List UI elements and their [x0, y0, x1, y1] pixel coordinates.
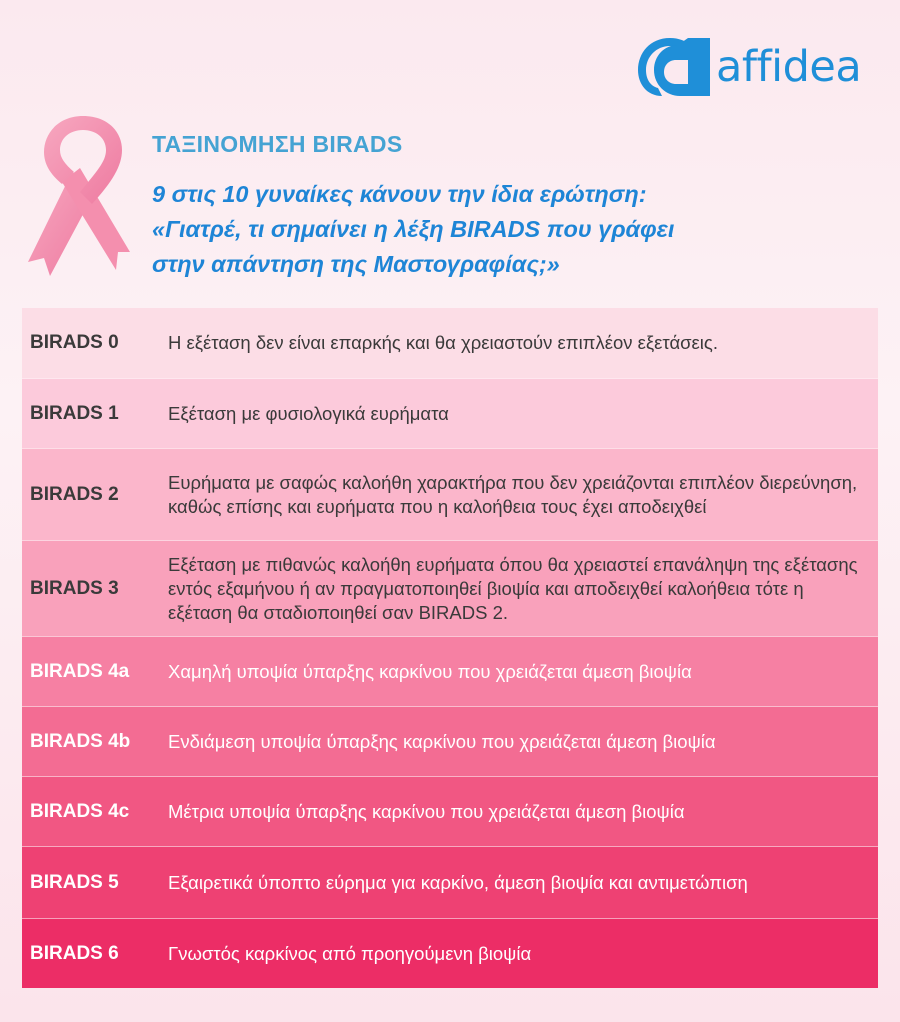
birads-label: BIRADS 3: [30, 577, 119, 599]
birads-label: BIRADS 6: [30, 942, 119, 964]
birads-row-5: [22, 846, 878, 918]
birads-description: Γνωστός καρκίνος από προηγούμενη βιοψία: [168, 942, 532, 964]
awareness-ribbon-icon: [20, 112, 146, 284]
birads-description: Μέτρια υποψία ύπαρξης καρκίνου που χρειάζεται άμεση βιοψία: [168, 800, 685, 822]
birads-label: BIRADS 4c: [30, 800, 130, 822]
birads-description: Ενδιάμεση υποψία ύπαρξης καρκίνου που χρειάζεται άμεση βιοψία: [168, 730, 716, 752]
birads-label: BIRADS 4a: [30, 660, 130, 682]
birads-row-1: [22, 378, 878, 448]
header-kicker: ΤΑΞΙΝΟΜΗΣΗ BIRADS: [152, 131, 403, 157]
affidea-logo: [636, 36, 886, 100]
question-line: 9 στις 10 γυναίκες κάνουν την ίδια ερώτηση:: [152, 181, 647, 207]
birads-row-0: [22, 308, 878, 378]
birads-row-4a: [22, 636, 878, 706]
birads-description: Ευρήματα με σαφώς καλοήθη χαρακτήρα που δεν χρειάζονται επιπλέον διερεύνηση, καθώς επίσης και ευρήματα που η καλοήθεια τους έχει αποδειχθεί: [168, 471, 858, 517]
birads-row-4c: [22, 776, 878, 846]
birads-row-6: [22, 918, 878, 988]
birads-label: BIRADS 2: [30, 483, 119, 505]
birads-row-2: [22, 448, 878, 540]
birads-description: Εξαιρετικά ύποπτο εύρημα για καρκίνο, άμεση βιοψία και αντιμετώπιση: [168, 871, 748, 893]
birads-description: Εξέταση με πιθανώς καλοήθη ευρήματα όπου θα χρειαστεί επανάληψη της εξέτασης εντός εξαμήνου ή αν πραγματοποιηθεί βιοψία και αποδειχθεί καλοήθεια τότε η εξέταση θα σταδιοποιηθεί σαν BIRADS 2.: [168, 553, 858, 623]
header-question: [152, 177, 892, 282]
birads-row-4b: [22, 706, 878, 776]
birads-label: BIRADS 1: [30, 402, 119, 424]
question-line: στην απάντηση της Μαστογραφίας;»: [152, 251, 560, 277]
birads-label: BIRADS 4b: [30, 730, 131, 752]
brand-name: affidea: [716, 42, 862, 92]
birads-description: Εξέταση με φυσιολογικά ευρήματα: [168, 402, 449, 424]
question-line: «Γιατρέ, τι σημαίνει η λέξη BIRADS που γράφει: [152, 216, 675, 242]
birads-table: [22, 308, 878, 988]
affidea-logo-mark-icon: [636, 36, 712, 100]
birads-description: Χαμηλή υποψία ύπαρξης καρκίνου που χρειάζεται άμεση βιοψία: [168, 660, 692, 682]
birads-description: Η εξέταση δεν είναι επαρκής και θα χρειαστούν επιπλέον εξετάσεις.: [168, 332, 718, 353]
birads-row-3: [22, 540, 878, 636]
birads-label: BIRADS 0: [30, 332, 119, 353]
birads-label: BIRADS 5: [30, 871, 119, 893]
